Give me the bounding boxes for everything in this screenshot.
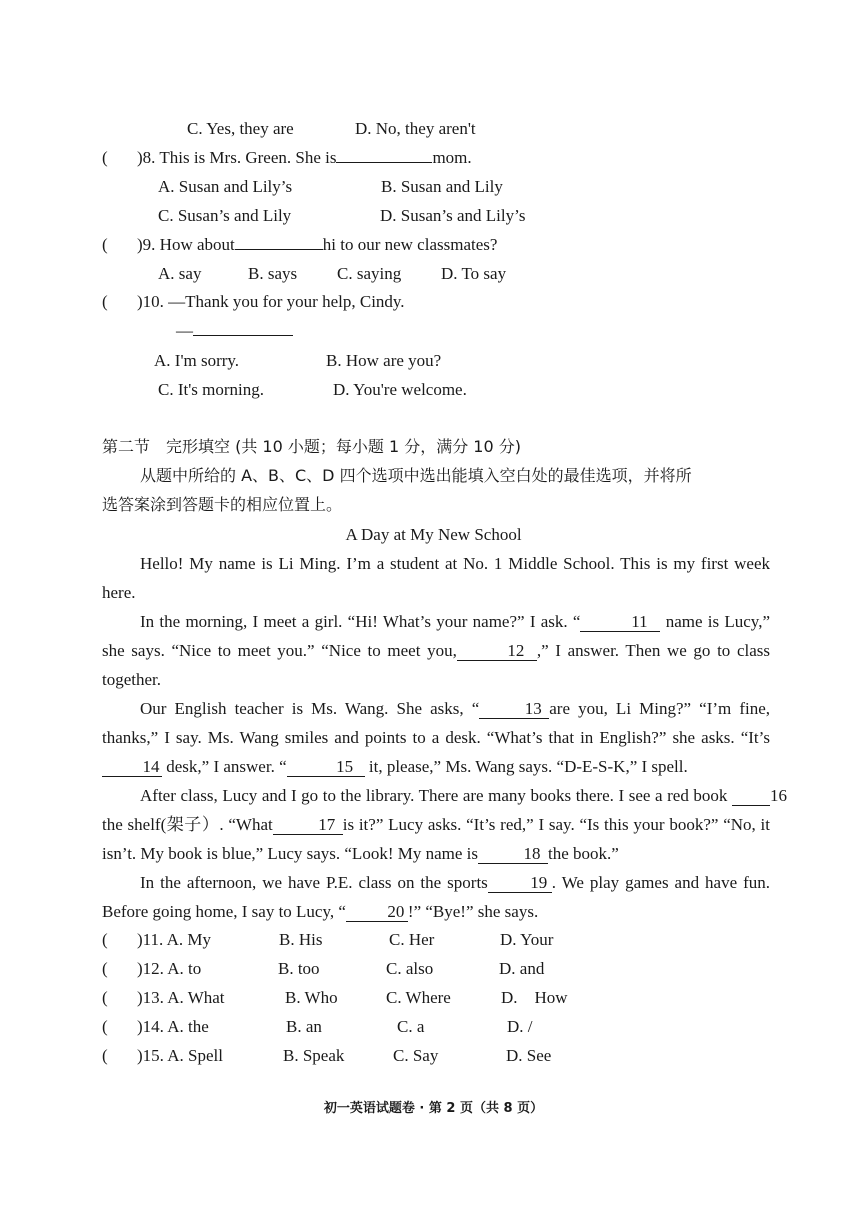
option-b: B. too	[278, 959, 320, 978]
cloze-blank-12: 12	[457, 642, 537, 661]
question-number: )8.	[137, 148, 156, 167]
option-d: D. See	[506, 1046, 552, 1065]
question-number-option-a	[137, 987, 225, 1009]
option-a: A. I'm sorry.	[154, 351, 240, 370]
question-number: )9.	[137, 235, 156, 254]
question-number: )15.	[137, 1046, 164, 1065]
cloze-blank-17: 17	[273, 816, 343, 835]
passage-paragraph	[102, 694, 770, 781]
question-number: )10.	[137, 292, 164, 311]
cloze-blank-18: 18	[478, 845, 548, 864]
option-d: D. Your	[500, 930, 554, 949]
stem-text: How about	[159, 235, 235, 254]
option-c: C. It's morning.	[158, 380, 265, 399]
question-number-option-a	[137, 1045, 223, 1067]
option-d: D. To say	[441, 264, 507, 283]
question-number-option-a	[137, 929, 211, 951]
option-d: D. Susan’s and Lily’s	[380, 206, 526, 225]
instruction-line: 选答案涂到答题卡的相应位置上。	[102, 495, 343, 514]
question-number: )14.	[137, 1017, 164, 1036]
question-number: )12.	[137, 959, 164, 978]
paragraph-text: ,” I answer. Then we go to class together.	[102, 641, 770, 689]
stem-text: mom.	[432, 148, 472, 167]
option-d: D. You're welcome.	[333, 380, 467, 399]
cloze-blank-14: 14	[102, 758, 162, 777]
option-c: C. Her	[389, 930, 435, 949]
answer-paren: (	[102, 1046, 108, 1065]
dash: —	[176, 321, 193, 340]
question-stem	[137, 234, 497, 256]
option-d: D. and	[499, 959, 545, 978]
question-stem	[137, 291, 405, 313]
dialogue-response	[176, 320, 293, 342]
option-d: D. How	[501, 988, 568, 1007]
answer-paren: (	[102, 292, 108, 311]
answer-paren: (	[102, 930, 108, 949]
option-a: A. Spell	[167, 1046, 223, 1065]
passage-paragraph	[102, 781, 787, 868]
paragraph-text: it, please,” Ms. Wang says. “D-E-S-K,” I spell.	[364, 757, 688, 776]
question-stem	[137, 147, 472, 169]
paragraph-text: Our English teacher is Ms. Wang. She asks, “	[140, 699, 480, 718]
option-a: A. say	[158, 264, 202, 283]
paragraph-text: After class, Lucy and I go to the library. There are many books there. I see a red book	[140, 786, 732, 805]
dialogue-line: —Thank you for your help, Cindy.	[168, 292, 405, 311]
cloze-blank-11: 11	[580, 613, 660, 632]
option-a: A. My	[166, 930, 211, 949]
paragraph-text: are you, Li Ming?” “I’m fine, thanks,” I say. Ms. Wang smiles and points to a desk. “What’s that in English?” she asks. “It’s	[102, 699, 771, 747]
option-d: D. No, they aren't	[355, 119, 476, 138]
paragraph-text: In the afternoon, we have P.E. class on the sports	[140, 873, 488, 892]
cloze-blank-13: 13	[479, 700, 549, 719]
option-b: B. Who	[285, 988, 338, 1007]
option-b: B. says	[248, 264, 298, 283]
option-c: C. Susan’s and Lily	[158, 206, 292, 225]
answer-paren: (	[102, 148, 108, 167]
answer-blank	[193, 335, 293, 336]
stem-text: This is Mrs. Green. She is	[159, 148, 337, 167]
passage-paragraph	[102, 549, 770, 607]
option-a: A. the	[167, 1017, 209, 1036]
question-number: )11.	[137, 930, 164, 949]
option-b: B. Susan and Lily	[381, 177, 503, 196]
option-a: A. What	[167, 988, 225, 1007]
question-number-option-a	[137, 958, 201, 980]
option-b: B. How are you?	[326, 351, 442, 370]
answer-blank	[235, 249, 323, 250]
option-c: C. Yes, they are	[187, 119, 294, 138]
option-c: C. saying	[337, 264, 402, 283]
option-c: C. Say	[393, 1046, 439, 1065]
instruction-line: 从题中所给的 A、B、C、D 四个选项中选出能填入空白处的最佳选项，并将所	[140, 466, 692, 485]
option-b: B. His	[279, 930, 323, 949]
option-d: D. /	[507, 1017, 533, 1036]
answer-blank	[336, 162, 432, 163]
option-b: B. an	[286, 1017, 322, 1036]
answer-paren: (	[102, 988, 108, 1007]
paragraph-text: the book.”	[548, 844, 619, 863]
option-c: C. Where	[386, 988, 451, 1007]
option-c: C. a	[397, 1017, 425, 1036]
question-number-option-a	[137, 1016, 209, 1038]
answer-paren: (	[102, 959, 108, 978]
cloze-blank-16: 16	[732, 787, 770, 806]
option-c: C. also	[386, 959, 434, 978]
section-heading: 第二节 完形填空 (共 10 小题；每小题 1 分，满分 10 分)	[102, 437, 521, 456]
option-b: B. Speak	[283, 1046, 345, 1065]
answer-paren: (	[102, 235, 108, 254]
paragraph-text: In the morning, I meet a girl. “Hi! What’s your name?” I ask. “	[140, 612, 581, 631]
paragraph-text: Hello! My name is Li Ming. I’m a student at No. 1 Middle School. This is my first week here.	[102, 554, 770, 602]
passage-paragraph	[102, 607, 770, 694]
answer-paren: (	[102, 1017, 108, 1036]
paragraph-text: . We play games and have fun. Before going home, I say to Lucy, “	[102, 873, 770, 921]
paragraph-text: name is Lucy,” she says. “Nice to meet you.” “Nice to meet you,	[102, 612, 770, 660]
question-number: )13.	[137, 988, 164, 1007]
paragraph-text: !” “Bye!” she says.	[407, 902, 539, 921]
paragraph-text: desk,” I answer. “	[162, 757, 287, 776]
passage-paragraph	[102, 868, 770, 926]
cloze-blank-15: 15	[287, 758, 365, 777]
option-a: A. to	[167, 959, 202, 978]
option-a: A. Susan and Lily’s	[158, 177, 293, 196]
passage-title: A Day at My New School	[345, 525, 522, 544]
paragraph-text: is it?” Lucy asks. “It’s red,” I say. “Is this your book?” “No, it isn’t. My book is blue,” Lucy says. “Look! My name is	[102, 815, 770, 863]
stem-text: hi to our new classmates?	[322, 235, 498, 254]
cloze-blank-20: 20	[346, 903, 408, 922]
cloze-blank-19: 19	[488, 874, 552, 893]
paragraph-text: the shelf(架子）. “What	[102, 815, 273, 834]
page-footer: 初一英语试题卷 · 第 2 页（共 8 页）	[323, 1101, 544, 1116]
